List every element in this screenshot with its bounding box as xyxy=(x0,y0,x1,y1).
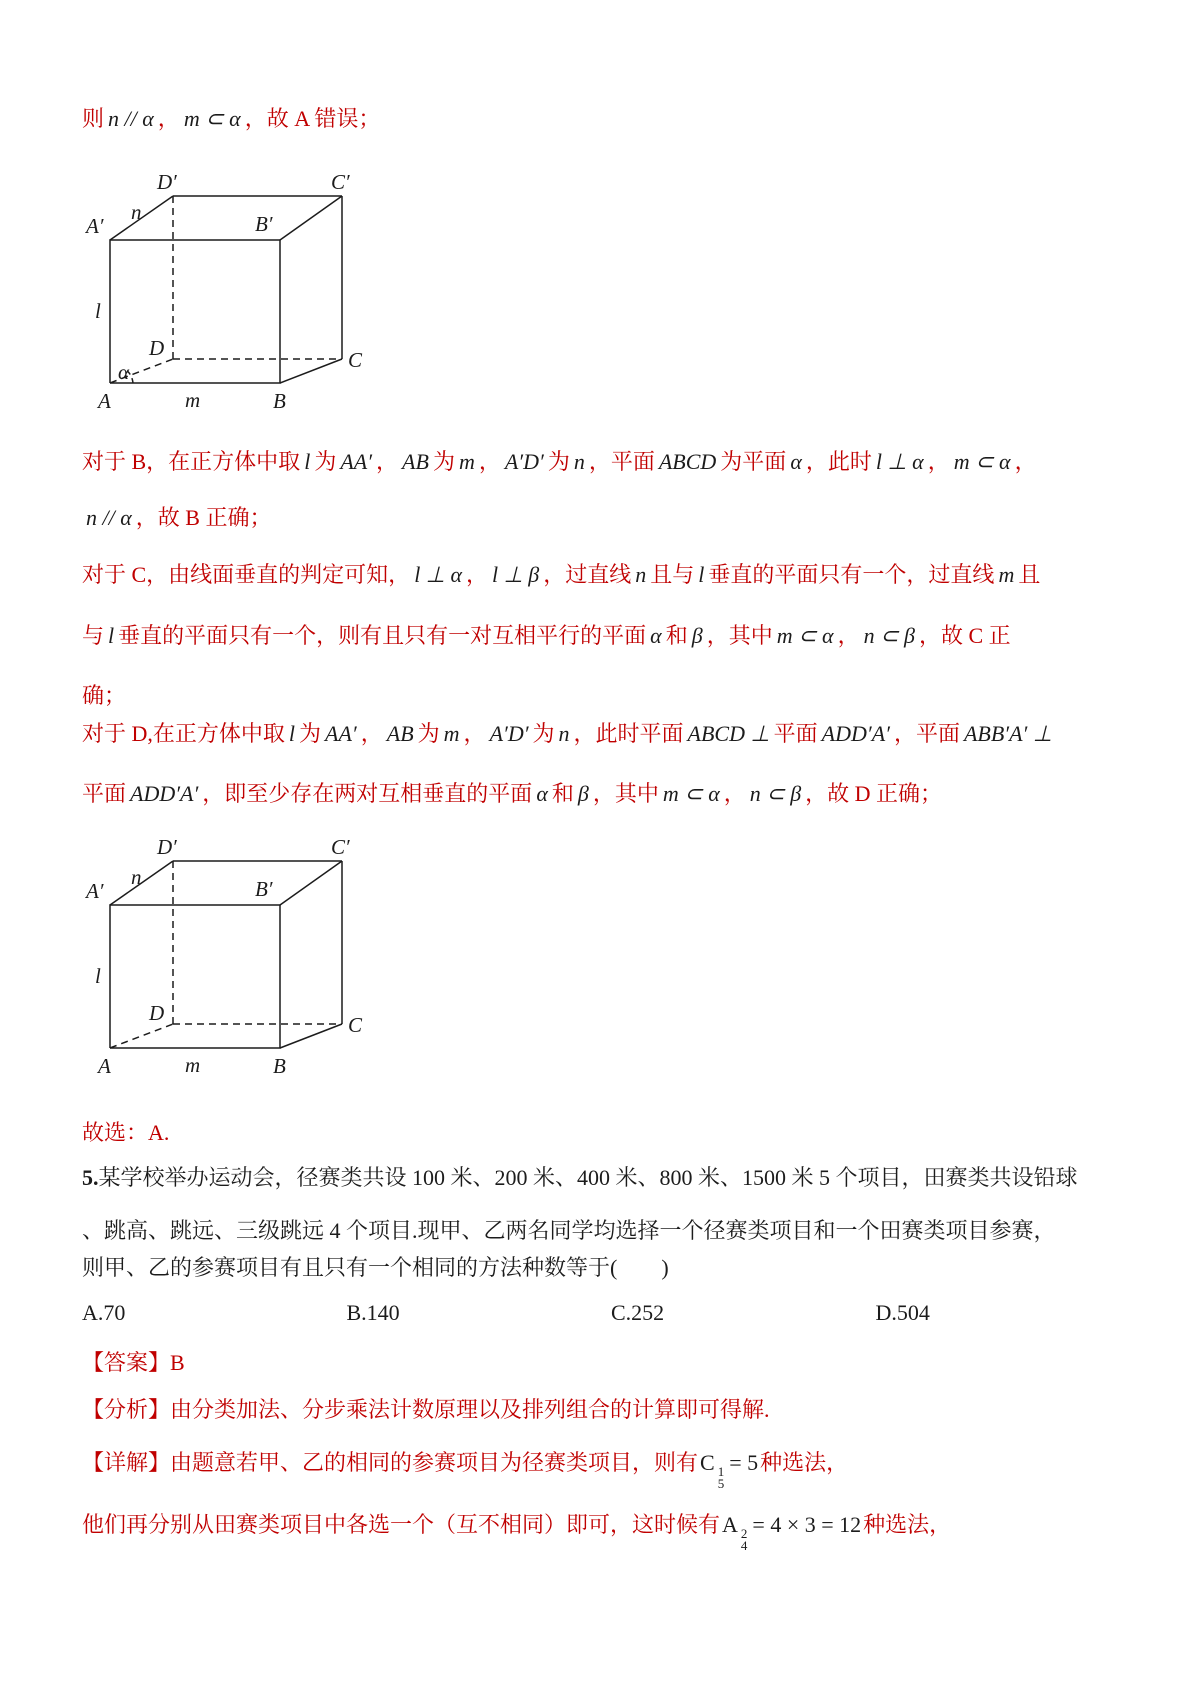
text-segment: ，平面 xyxy=(893,721,960,746)
text-segment: A′D′ xyxy=(504,449,544,474)
text-segment: 种选法， xyxy=(863,1512,952,1537)
text-segment: ABCD ⊥ xyxy=(687,721,770,746)
text-segment: 为 xyxy=(432,449,455,474)
text-segment: ，此时 xyxy=(805,449,872,474)
text-segment: m xyxy=(443,721,460,746)
text-segment: n xyxy=(558,721,570,746)
text-segment: AB xyxy=(402,449,429,474)
text-segment: l ⊥ α xyxy=(875,449,924,474)
text-segment: ，故 A 错误； xyxy=(244,106,381,131)
text-segment: 【分析】由分类加法、分步乘法计数原理以及排列组合的计算即可得解. xyxy=(82,1397,770,1422)
text-segment: l xyxy=(698,562,705,587)
answer-choice-line xyxy=(82,1118,169,1148)
vertex-label-a: A xyxy=(98,1054,111,1078)
text-segment: ADD′A′ xyxy=(130,781,199,806)
text-segment: 确； xyxy=(82,683,127,708)
text-segment: α xyxy=(536,781,548,806)
answer-line xyxy=(82,1348,185,1378)
text-segment: m ⊂ α xyxy=(662,781,720,806)
math-scripts xyxy=(718,1466,725,1490)
text-segment: ， xyxy=(463,721,486,746)
text-segment: AA′ xyxy=(325,721,357,746)
superscript: 2 xyxy=(740,1526,748,1541)
text-segment: 垂直的平面只有一个，过直线 xyxy=(708,562,995,587)
text-segment: 为 xyxy=(547,449,570,474)
vertex-label-d-prime: D′ xyxy=(157,170,177,194)
text-segment: 某学校举办运动会，径赛类共设 100 米、200 米、400 米、800 米、1500 米 5 个项目，田赛类共设铅球 xyxy=(98,1165,1078,1190)
text-segment: ，即至少存在两对互相垂直的平面 xyxy=(202,781,533,806)
text-segment: ， xyxy=(376,449,399,474)
text-segment: 5. xyxy=(82,1165,99,1190)
detail-line1 xyxy=(82,1448,848,1490)
text-segment: ，此时平面 xyxy=(573,721,684,746)
solution-line-c2 xyxy=(82,621,1011,651)
text-segment: m ⊂ α xyxy=(776,623,834,648)
solution-line-b2 xyxy=(82,503,271,533)
text-segment: n // α xyxy=(86,505,132,530)
vertex-label-c-prime: C′ xyxy=(331,170,350,194)
text-segment: ， xyxy=(1014,449,1037,474)
cube-figure-1 xyxy=(85,163,385,418)
solution-line-a xyxy=(82,104,380,134)
question5-line1 xyxy=(82,1163,1078,1193)
subscript: 5 xyxy=(717,1476,725,1491)
text-segment: 则甲、乙的参赛项目有且只有一个相同的方法种数等于( ) xyxy=(82,1255,669,1280)
text-segment: 和 xyxy=(665,623,688,648)
text-segment: m ⊂ α xyxy=(953,449,1011,474)
cube-edge-bc xyxy=(280,359,342,383)
text-segment: ，故 C 正 xyxy=(919,623,1011,648)
text-segment: = 4 × 3 = 12 xyxy=(752,1512,862,1537)
edge-label-m: m xyxy=(185,388,201,412)
text-segment: 为 xyxy=(417,721,440,746)
text-segment: C xyxy=(700,1450,715,1475)
solution-line-b1 xyxy=(82,447,1037,477)
vertex-label-b: B xyxy=(273,389,286,413)
text-segment: 垂直的平面只有一个，则有且只有一对互相平行的平面 xyxy=(118,623,647,648)
text-segment: ， xyxy=(837,623,860,648)
text-segment: ， xyxy=(723,781,746,806)
text-segment: l xyxy=(304,449,311,474)
analysis-line xyxy=(82,1395,770,1425)
text-segment: m xyxy=(998,562,1015,587)
text-segment: n ⊂ β xyxy=(863,623,915,648)
text-segment: 【答案】B xyxy=(82,1350,185,1375)
text-segment: 对于 D,在正方体中取 xyxy=(82,721,285,746)
cube-edge-a2d2 xyxy=(110,861,173,905)
superscript: 1 xyxy=(717,1464,725,1479)
text-segment: 对于 B，在正方体中取 xyxy=(82,449,301,474)
vertex-label-a-prime: A′ xyxy=(86,879,104,903)
text-segment: 为 xyxy=(299,721,322,746)
text-segment: 且与 xyxy=(650,562,695,587)
vertex-label-b: B xyxy=(273,1054,286,1078)
text-segment: ， xyxy=(927,449,950,474)
vertex-label-b-prime: B′ xyxy=(255,212,273,236)
text-segment: A xyxy=(722,1512,738,1537)
text-segment: ， xyxy=(478,449,501,474)
vertex-label-d-prime: D′ xyxy=(157,835,177,859)
text-segment: 种选法， xyxy=(760,1450,849,1475)
text-segment: ， xyxy=(466,562,489,587)
text-segment: 为平面 xyxy=(720,449,787,474)
text-segment: 则 xyxy=(82,106,105,131)
text-segment: 他们再分别从田赛类项目中各选一个（互不相同）即可，这时候有 xyxy=(82,1512,721,1537)
subscript: 4 xyxy=(740,1538,748,1553)
cube-figure-2 xyxy=(85,828,385,1083)
edge-label-n: n xyxy=(131,200,142,224)
text-segment: 对于 C，由线面垂直的判定可知， xyxy=(82,562,411,587)
cube-edge-bc xyxy=(280,1024,342,1048)
vertex-label-c: C xyxy=(348,1013,363,1037)
edge-label-l: l xyxy=(95,964,101,988)
text-segment: 为 xyxy=(532,721,555,746)
question5-options xyxy=(82,1300,1140,1326)
math-scripts xyxy=(741,1528,748,1552)
option-C: C.252 xyxy=(611,1300,665,1325)
text-segment: 【详解】由题意若甲、乙的相同的参赛项目为径赛类项目，则有 xyxy=(82,1450,699,1475)
cube-edge-a2d2 xyxy=(110,196,173,240)
edge-label-n: n xyxy=(131,865,142,889)
text-segment: ABB′A′ ⊥ xyxy=(963,721,1053,746)
text-segment: l ⊥ α xyxy=(414,562,463,587)
vertex-label-d: D xyxy=(149,1001,165,1025)
text-segment: 平面 xyxy=(82,781,127,806)
vertex-label-a: A xyxy=(98,389,111,413)
text-segment: AB xyxy=(386,721,414,746)
vertex-label-c: C xyxy=(348,348,363,372)
text-segment: 与 xyxy=(82,623,105,648)
option-B: B.140 xyxy=(346,1300,400,1325)
vertex-label-c-prime: C′ xyxy=(331,835,350,859)
text-segment: 故选：A. xyxy=(82,1120,170,1145)
text-segment: l ⊥ β xyxy=(492,562,540,587)
edge-label-m: m xyxy=(185,1053,201,1077)
text-segment: 和 xyxy=(551,781,574,806)
text-segment: m xyxy=(458,449,475,474)
text-segment: 、跳高、跳远、三级跳远 4 个项目.现甲、乙两名同学均选择一个径赛类项目和一个田赛类项目参赛， xyxy=(82,1218,1056,1243)
detail-line2 xyxy=(82,1510,951,1552)
cube-diagram xyxy=(85,828,385,1083)
text-segment: β xyxy=(691,623,703,648)
option-D: D.504 xyxy=(875,1300,930,1325)
solution-line-d2 xyxy=(82,779,942,809)
vertex-label-a-prime: A′ xyxy=(86,214,104,238)
text-segment: α xyxy=(790,449,802,474)
text-segment: n ⊂ β xyxy=(749,781,802,806)
solution-line-c3 xyxy=(82,681,126,711)
text-segment: = 5 xyxy=(729,1450,759,1475)
text-segment: l xyxy=(108,623,115,648)
text-segment: ，故 D 正确； xyxy=(805,781,943,806)
text-segment: ，过直线 xyxy=(543,562,632,587)
cube-edge-c2b2 xyxy=(280,861,342,905)
text-segment: ， xyxy=(157,106,180,131)
solution-line-d1 xyxy=(82,719,1056,749)
edge-label-l: l xyxy=(95,299,101,323)
text-segment: 为 xyxy=(314,449,337,474)
cube-front-face xyxy=(110,905,280,1048)
text-segment: α xyxy=(650,623,662,648)
text-segment: l xyxy=(288,721,296,746)
cube-edge-ad-hidden xyxy=(110,1024,173,1048)
text-segment: β xyxy=(577,781,589,806)
solution-line-c1 xyxy=(82,560,1040,590)
text-segment: n xyxy=(573,449,585,474)
text-segment: ，其中 xyxy=(706,623,773,648)
text-segment: 平面 xyxy=(773,721,818,746)
text-segment: m ⊂ α xyxy=(183,106,241,131)
question5-line3 xyxy=(82,1253,669,1283)
text-segment: ，故 B 正确； xyxy=(135,505,272,530)
cube-edge-c2b2 xyxy=(280,196,342,240)
text-segment: ，其中 xyxy=(592,781,659,806)
vertex-label-b-prime: B′ xyxy=(255,877,273,901)
cube-diagram xyxy=(85,163,385,418)
text-segment: ADD′A′ xyxy=(821,721,890,746)
cube-front-face xyxy=(110,240,280,383)
question5-line2 xyxy=(82,1216,1056,1246)
option-A: A.70 xyxy=(82,1300,126,1325)
text-segment: ，平面 xyxy=(588,449,655,474)
text-segment: ABCD xyxy=(658,449,717,474)
text-segment: ， xyxy=(360,721,383,746)
text-segment: AA′ xyxy=(340,449,373,474)
vertex-label-d: D xyxy=(149,336,165,360)
text-segment: n // α xyxy=(108,106,154,131)
text-segment: A′D′ xyxy=(489,721,529,746)
text-segment: 且 xyxy=(1018,562,1041,587)
angle-label-alpha: α xyxy=(118,360,130,384)
text-segment: n xyxy=(635,562,647,587)
